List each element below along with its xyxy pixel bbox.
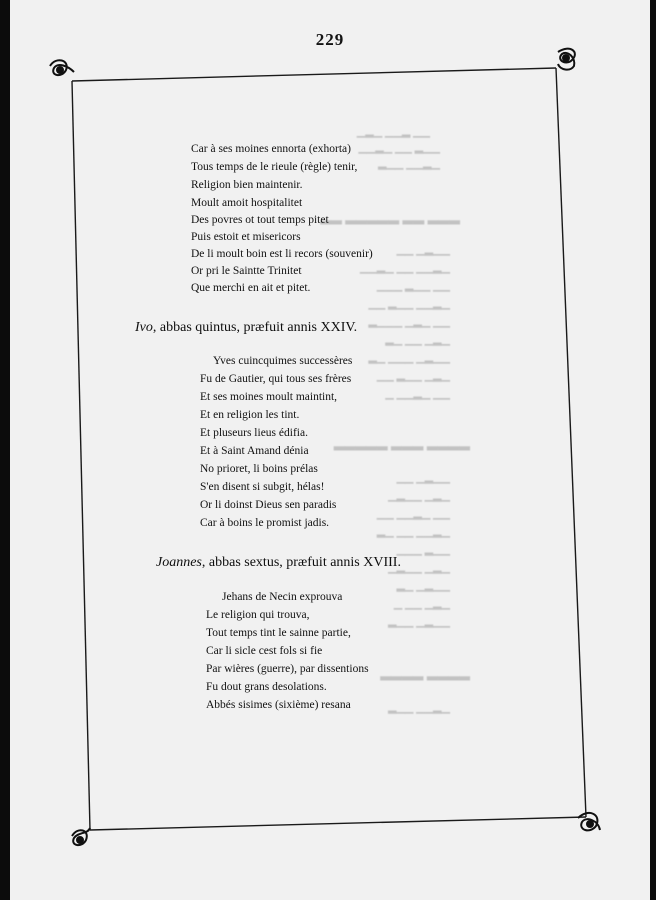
verse-line: Tous temps de le rieule (règle) tenir, bbox=[191, 161, 358, 173]
corner-ornament-bottom-right-icon bbox=[578, 813, 600, 830]
verse-line: Et en religion les tint. bbox=[200, 409, 300, 421]
corner-ornament-top-right-icon bbox=[558, 49, 575, 70]
abbot-name: Joannes bbox=[156, 555, 202, 570]
corner-ornament-top-left-icon bbox=[50, 60, 74, 75]
heading-text: , abbas sextus, præfuit annis XVIII. bbox=[201, 555, 401, 570]
verse-line: Des povres ot tout temps pitet bbox=[191, 214, 329, 226]
verse-line: S'en disent si subgit, hélas! bbox=[200, 481, 325, 493]
verse-line: No prioret, li boins prélas bbox=[200, 463, 318, 475]
verse-line: Fu de Gautier, qui tous ses frères bbox=[200, 373, 352, 385]
abbot-name: Ivo bbox=[135, 320, 153, 335]
verse-line: Car à boins le promist jadis. bbox=[200, 517, 330, 529]
page-number: 229 bbox=[315, 30, 345, 49]
verse-line: Et pluseurs lieus édifia. bbox=[200, 427, 308, 439]
verse-line: Que merchi en ait et pitet. bbox=[191, 282, 311, 294]
verse-line: Yves cuincquimes successères bbox=[213, 355, 353, 367]
verse-line: Tout temps tint le sainne partie, bbox=[206, 627, 351, 639]
verse-line: Abbés sisimes (sixième) resana bbox=[206, 699, 351, 711]
verse-line: Moult amoit hospitalitet bbox=[191, 197, 303, 209]
section-heading-ivo bbox=[135, 320, 357, 336]
verse-line: Par wières (guerre), par dissentions bbox=[206, 663, 369, 675]
verse-line: Or pri le Saintte Trinitet bbox=[191, 265, 302, 277]
verse-line: Jehans de Necin exprouva bbox=[222, 591, 343, 603]
verse-line: Le religion qui trouva, bbox=[206, 609, 310, 621]
show-through-texture: ▁▁ ▂▁▁ ▁▂▁ ▁▁▂ ▁▁ ▁▂▁▁ ▁▂▁▁ ▁▁▂ ▂▂▂ ▂▂ ▂▂▂▂▂ ▂▂ ▁▁▂▁ ▁▁ ▁▂▁▁ ▁▁ ▁▂▁▁ ▁▁ ▁▁▂ ▁▁▁ ▁▂▁▁ ▁▁▂ ▁▁ ▁▁ ▁▂▁ ▁▁▁▂ ▁▂▁ ▁▁ ▁▂ ▁▁▂▁ ▁▁▁ ▁▂ ▁▂▁ ▁▁▂ ▁▁ ▁▁ ▁▂▁▁ ▁ ▂▂▂▂ ▂▂▂ ▂▂▂▂▂ ▁▁▂▁ ▁▁ ▁▂▁ ▁▁▂▁ ▁▁ ▁▂▁▁ ▁▁ ▁▂▁▁ ▁▁ ▁▂ ▁▁▂ ▁▁▁ ▁▂▁ ▁▁▂▁ ▁▁▂▁ ▁▂ ▁▂▁ ▁▁ ▁ ▁▁▂▁ ▁▁▂ ▂▂▂▂ ▂▂▂▂ ▁▂▁▁ ▁▁▂ bbox=[320, 126, 470, 714]
verse-line: De li moult boin est li recors (souvenir) bbox=[191, 248, 373, 260]
verse-line: Et à Saint Amand dénia bbox=[200, 445, 309, 457]
corner-ornament-bottom-left-icon bbox=[72, 828, 90, 845]
verse-line: Car à ses moines ennorta (exhorta) bbox=[191, 143, 351, 155]
verse-line: Puis estoit et misericors bbox=[191, 231, 301, 243]
page-border-frame bbox=[10, 0, 650, 900]
verse-line: Religion bien maintenir. bbox=[191, 179, 303, 191]
section-heading-joannes bbox=[156, 555, 401, 571]
verse-line: Or li doinst Dieus sen paradis bbox=[200, 499, 337, 511]
verse-line: Et ses moines moult maintint, bbox=[200, 391, 338, 403]
heading-text: , abbas quintus, præfuit annis XXIV. bbox=[152, 320, 358, 335]
verse-line: Fu dout grans desolations. bbox=[206, 681, 327, 693]
verse-line: Car li sicle cest fols si fie bbox=[206, 645, 323, 657]
page bbox=[10, 0, 650, 900]
